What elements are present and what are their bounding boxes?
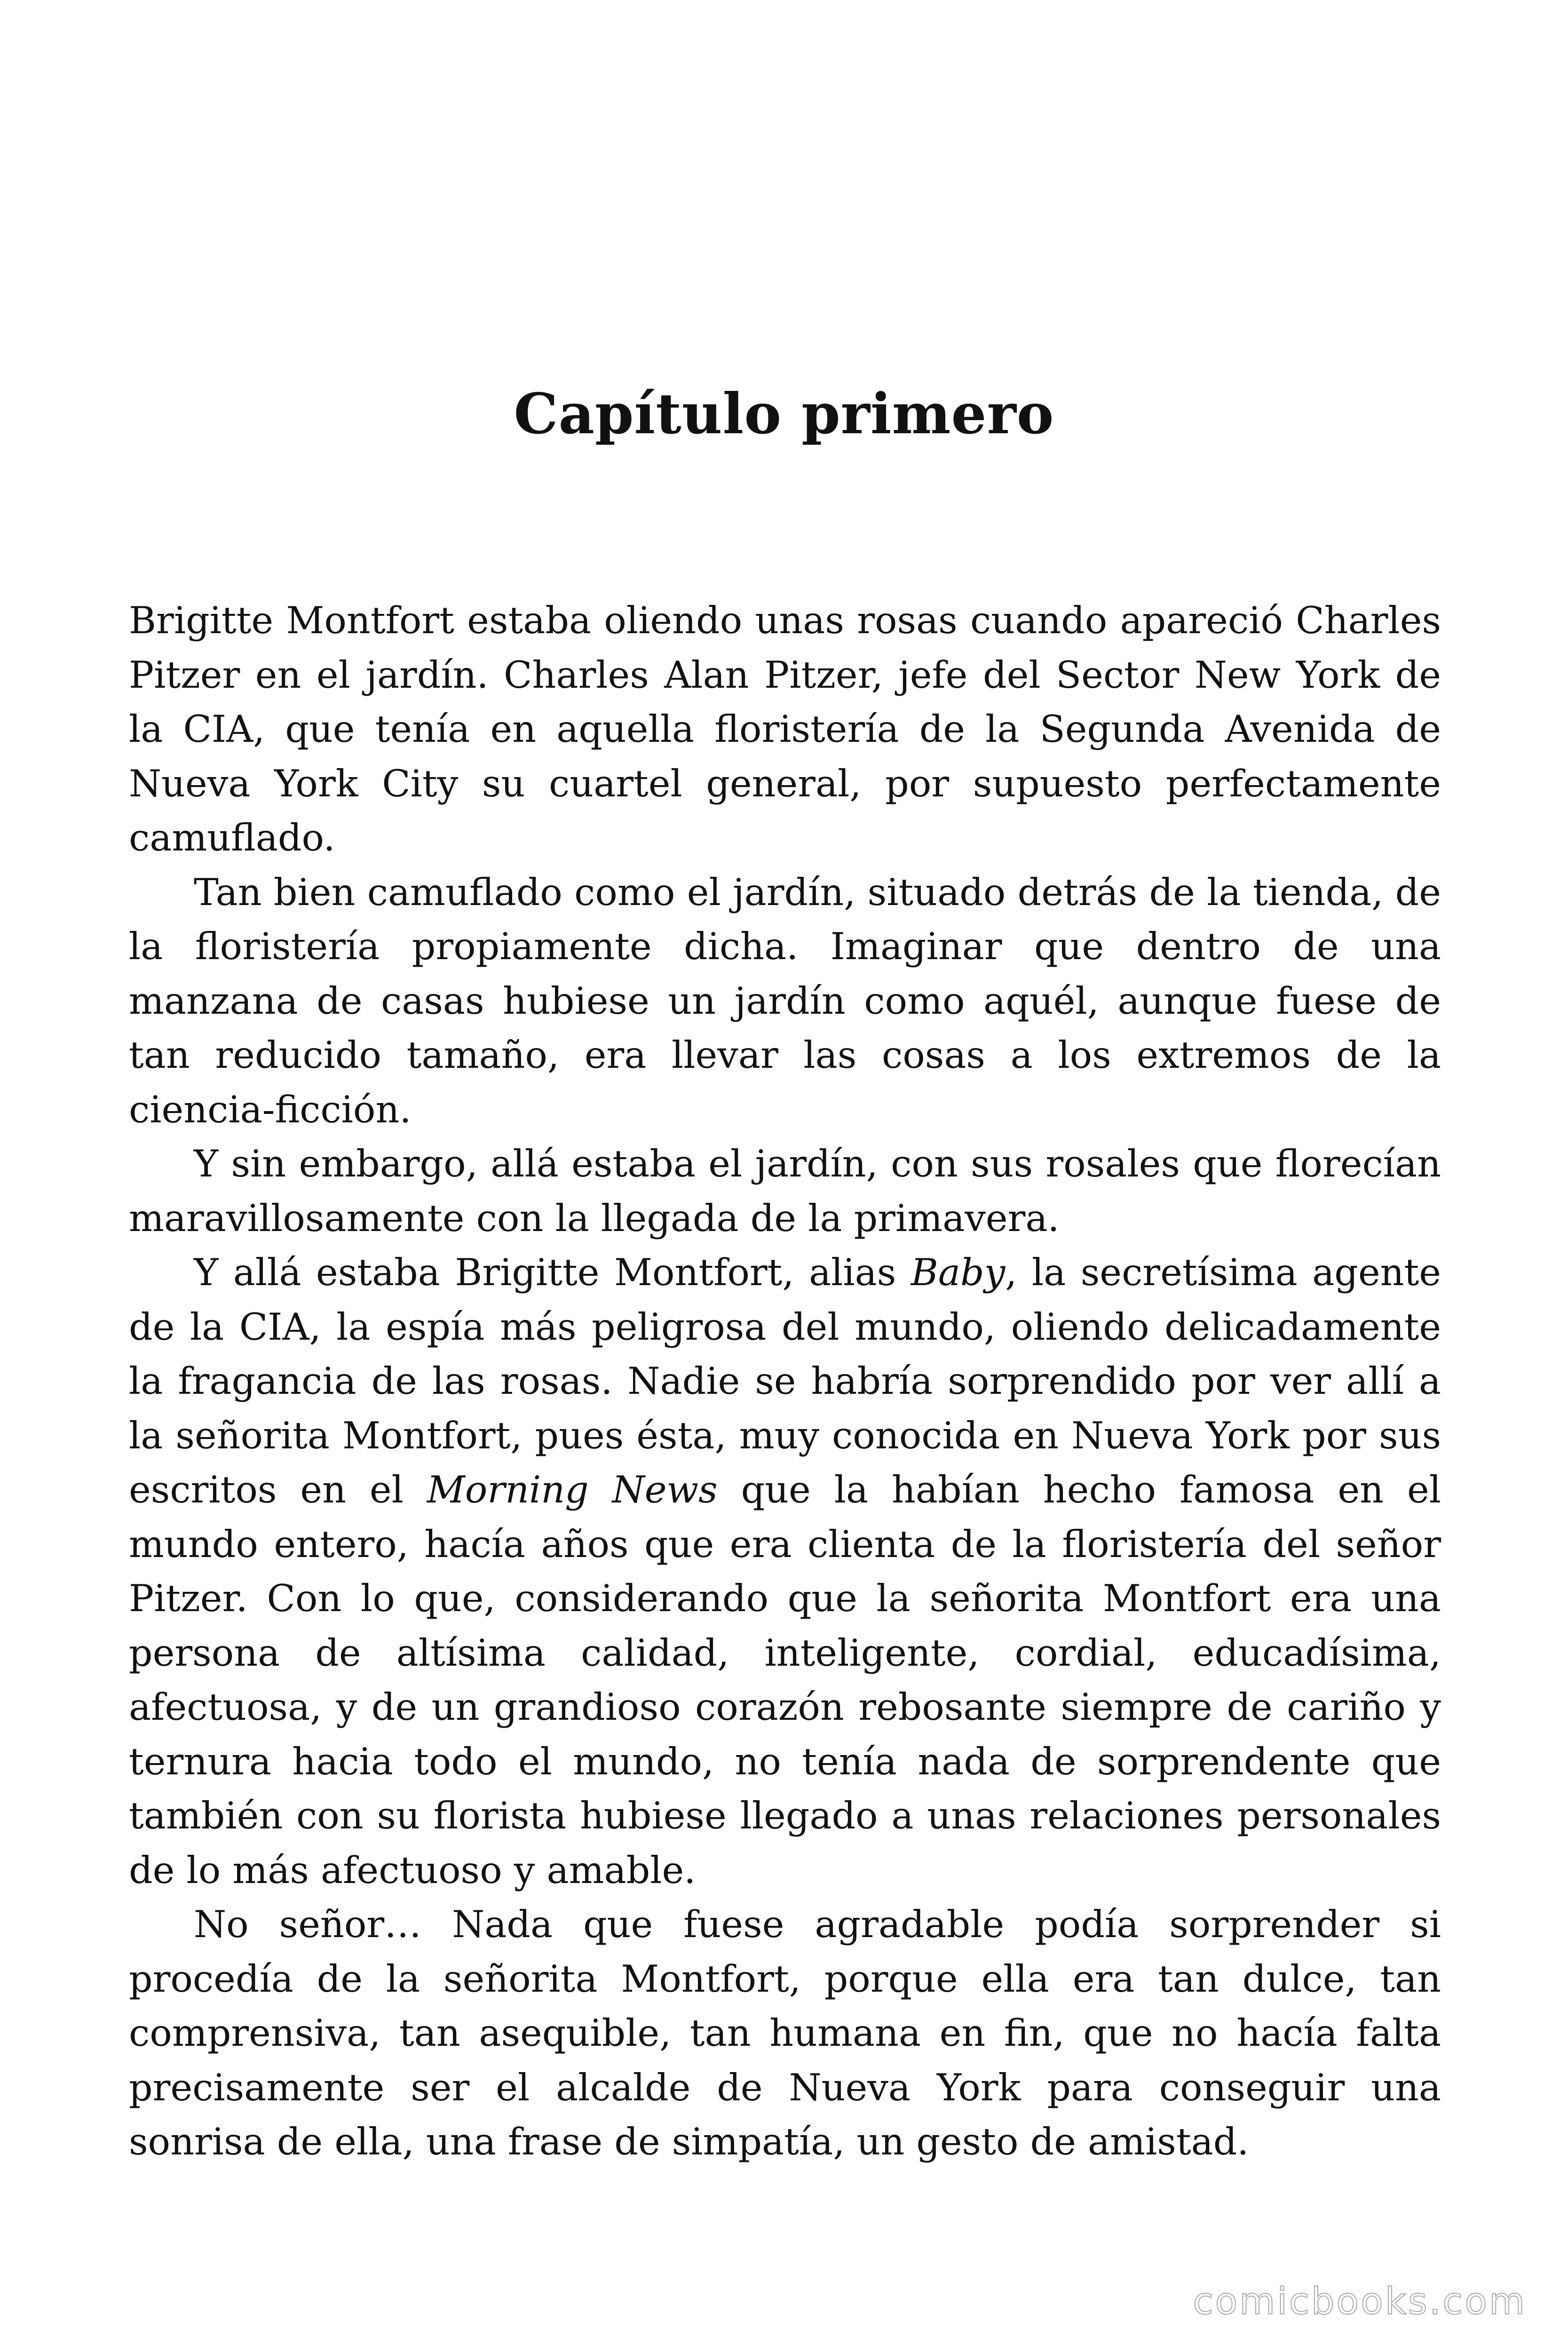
paragraph-4 [129, 1246, 1441, 1898]
paragraph-4-part-3: que la habían hecho famosa en el mundo entero, hacía años que era clienta de la floristería del señor Pitzer. Con lo que, considerando que la señorita Montfort era una persona de altísima calidad, inteligente, cordial, educadísima, afectuosa, y de un grandioso corazón rebosante siempre de cariño y ternura hacia todo el mundo, no tenía nada de sorprendente que también con su florista hubiese llegado a unas relaciones personales de lo más afectuoso y amable. [129, 1468, 1441, 1892]
chapter-title: Capítulo primero [514, 381, 1054, 446]
alias-baby: Baby [911, 1251, 1006, 1294]
paragraph-4-part-2: , la secretísima agente de la CIA, la espía más peligrosa del mundo, oliendo delicadamente la fragancia de las rosas. Nadie se habría sorprendido por ver allí a la señorita Montfort, pues ésta, muy conocida en Nueva York por sus escritos en el [129, 1251, 1441, 1511]
newspaper-name: Morning News [427, 1468, 718, 1511]
paragraph-1: Brigitte Montfort estaba oliendo unas rosas cuando apareció Charles Pitzer en el jardín. Charles Alan Pitzer, jefe del Sector New York de la CIA, que tenía en aquella floristería de la Segunda Avenida de Nueva York City su cuartel general, por supuesto perfectamente camuflado. [129, 599, 1441, 859]
site-watermark: comicbooks.com [1193, 2280, 1527, 2323]
paragraph-4-part-1: Y allá estaba Brigitte Montfort, alias [194, 1251, 911, 1294]
paragraph-5: No señor… Nada que fuese agradable podía sorprender si procedía de la señorita Montfort, porque ella era tan dulce, tan comprensiva, tan asequible, tan humana en fin, que no hacía falta precisamente ser el alcalde de Nueva York para conseguir una sonrisa de ella, una frase de simpatía, un gesto de amistad. [129, 1903, 1441, 2163]
chapter-body [129, 594, 1441, 2169]
paragraph-3: Y sin embargo, allá estaba el jardín, con sus rosales que florecían maravillosamente con la llegada de la primavera. [129, 1142, 1441, 1240]
paragraph-2: Tan bien camuflado como el jardín, situado detrás de la tienda, de la floristería propiamente dicha. Imaginar que dentro de una manzana de casas hubiese un jardín como aquél, aunque fuese de tan reducido tamaño, era llevar las cosas a los extremos de la ciencia-ficción. [129, 870, 1441, 1131]
